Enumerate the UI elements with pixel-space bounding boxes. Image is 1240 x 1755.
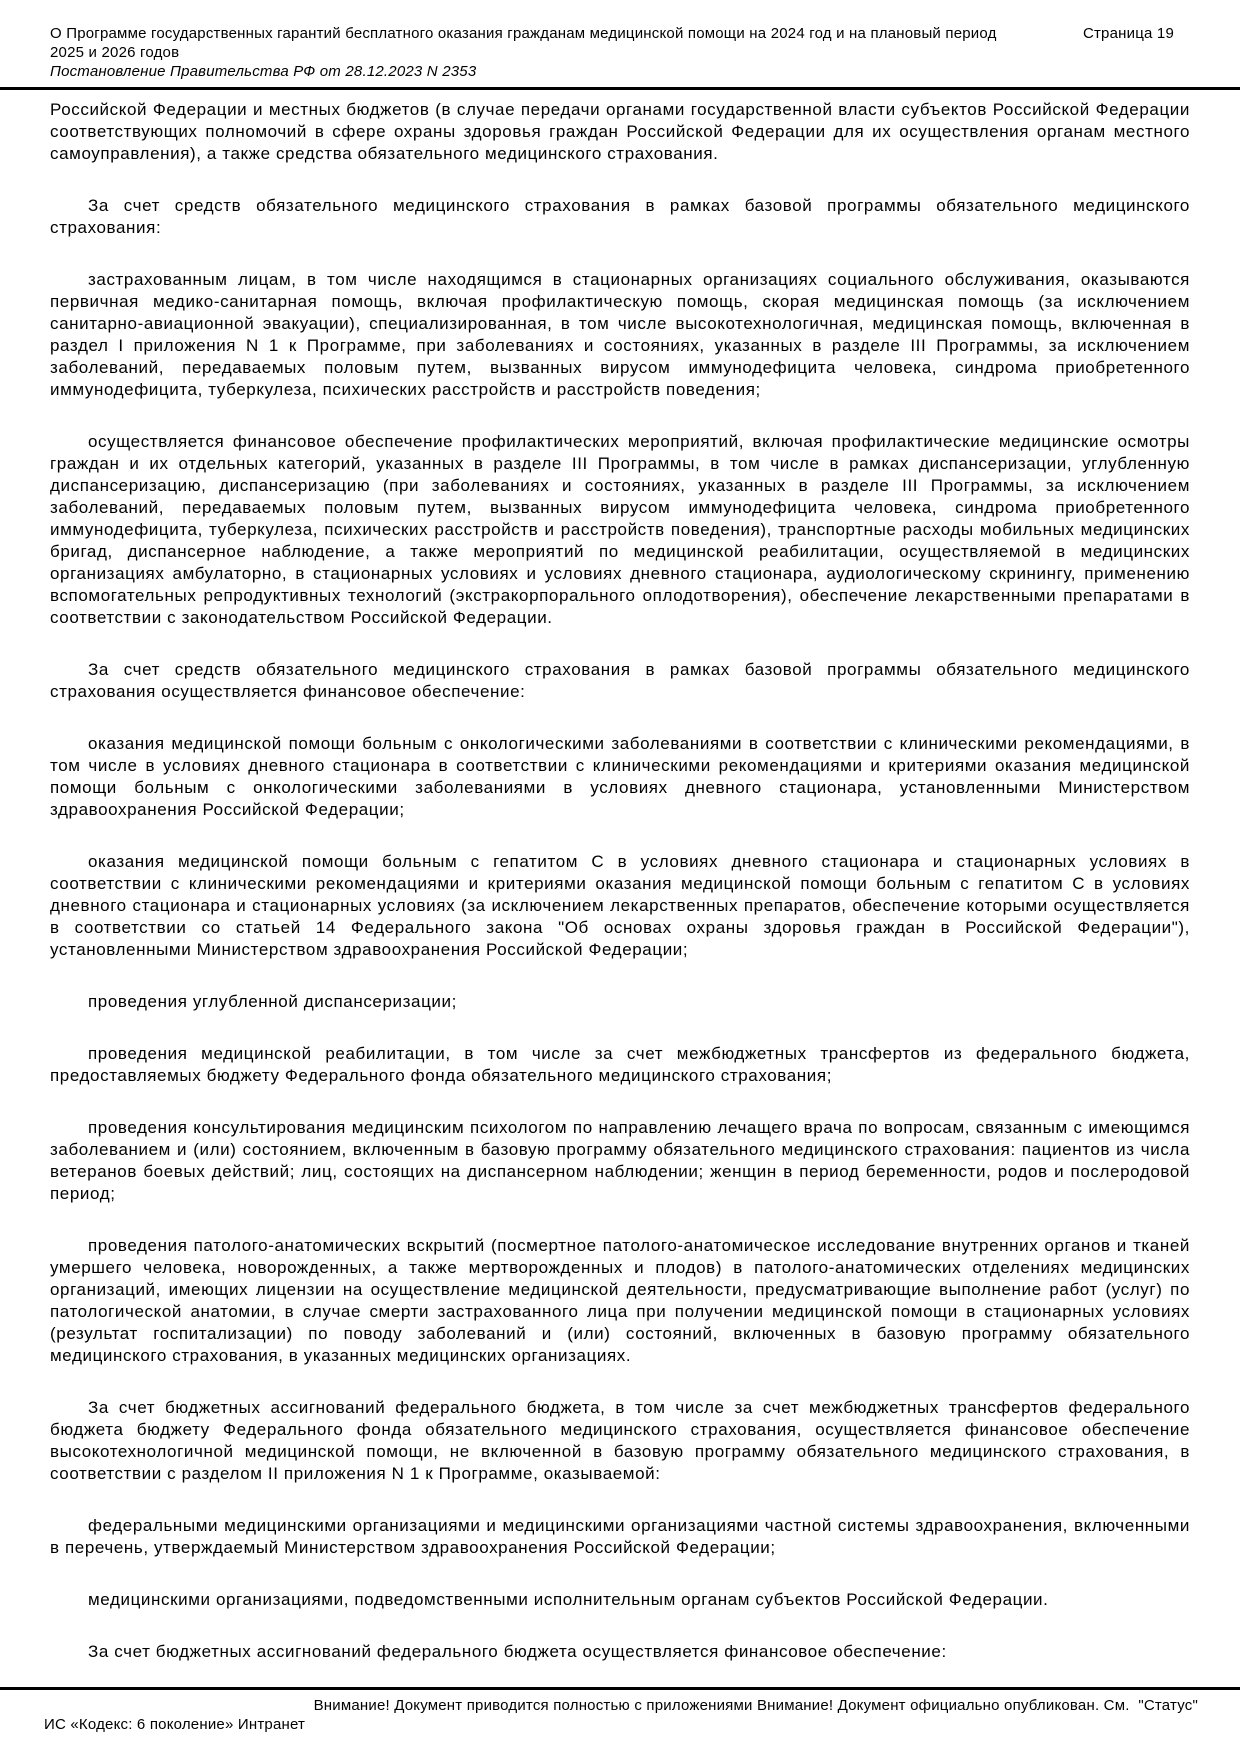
paragraph: проведения медицинской реабилитации, в том числе за счет межбюджетных трансфертов из федерального бюджета, предоставляемых бюджету Федерального фонда обязательного медицинского страхования; <box>50 1044 1190 1085</box>
page-footer <box>0 1687 1240 1734</box>
page-header <box>0 0 1240 81</box>
paragraph: проведения патолого-анатомических вскрытий (посмертное патолого-анатомическое исследование внутренних органов и тканей умершего человека, новорожденных, а также мертворожденных и плодов) в патолого-анатомических отделениях медицинских организаций, имеющих лицензии на осуществление медицинской деятельности, предусматривающие выполнение работ (услуг) по патологической анатомии, в случае смерти застрахованного лица при получении медицинской помощи в стационарных условиях (результат госпитализации) по поводу заболеваний и (или) состояний, включенных в базовую программу обязательного медицинского страхования, в указанных медицинских организациях. <box>50 1236 1190 1365</box>
document-subtitle: Постановление Правительства РФ от 28.12.2023 N 2353 <box>50 63 477 80</box>
paragraph: застрахованным лицам, в том числе находящимся в стационарных организациях социального обслуживания, оказываются первичная медико-санитарная помощь, включая профилактическую помощь, скорая медицинская помощь (за исключением санитарно-авиационной эвакуации), специализированная, в том числе высокотехнологичная, медицинская помощь, включенная в раздел I приложения N 1 к Программе, при заболеваниях и состояниях, указанных в разделе III Программы, за исключением заболеваний, передаваемых половым путем, вызванных вирусом иммунодефицита человека, синдрома приобретенного иммунодефицита, туберкулеза, психических расстройств и расстройств поведения; <box>50 270 1190 399</box>
paragraph: За счет бюджетных ассигнований федерального бюджета осуществляется финансовое обеспечение: <box>88 1642 947 1661</box>
paragraph: проведения консультирования медицинским психологом по направлению лечащего врача по вопросам, связанным с имеющимся заболеванием и (или) состоянием, включенным в базовую программу обязательного медицинского страхования: пациентов из числа ветеранов боевых действий; лиц, состоящих на диспансерном наблюдении; женщин в период беременности, родов и послеродовой период; <box>50 1118 1190 1203</box>
page-number: Страница 19 <box>1082 25 1174 42</box>
paragraph: За счет средств обязательного медицинского страхования в рамках базовой программы обязательного медицинского страхования осуществляется финансовое обеспечение: <box>50 660 1190 701</box>
document-title: О Программе государственных гарантий бесплатного оказания гражданам медицинской помощи на 2024 год и на плановый период 2025 и 2026 годов <box>50 25 997 61</box>
paragraph: осуществляется финансовое обеспечение профилактических мероприятий, включая профилактические медицинские осмотры граждан и их отдельных категорий, указанных в разделе III Программы, в том числе в рамках диспансеризации, углубленную диспансеризацию, диспансеризацию (при заболеваниях и состояниях, указанных в разделе III Программы, за исключением заболеваний, передаваемых половым путем, вызванных вирусом иммунодефицита человека, синдрома приобретенного иммунодефицита, туберкулеза, психических расстройств и расстройств поведения), транспортные расходы мобильных медицинских бригад, диспансерное наблюдение, а также мероприятий по медицинской реабилитации, осуществляемой в медицинских организациях амбулаторно, в стационарных условиях и условиях дневного стационара, аудиологическому скринингу, применению вспомогательных репродуктивных технологий (экстракорпорального оплодотворения), обеспечение лекарственными препаратами в соответствии с законодательством Российской Федерации. <box>50 432 1190 627</box>
paragraph: федеральными медицинскими организациями и медицинскими организациями частной системы здравоохранения, включенными в перечень, утверждаемый Министерством здравоохранения Российской Федерации; <box>50 1516 1190 1557</box>
paragraph: проведения углубленной диспансеризации; <box>88 992 457 1011</box>
header-row <box>50 24 1190 62</box>
paragraph: оказания медицинской помощи больным с онкологическими заболеваниями в соответствии с клиническими рекомендациями, в том числе в условиях дневного стационара в соответствии с клиническими рекомендациями и критериями оказания медицинской помощи больным с онкологическими заболеваниями в условиях дневного стационара, установленными Министерством здравоохранения Российской Федерации; <box>50 734 1190 819</box>
document-body <box>0 90 1240 1669</box>
paragraph: За счет средств обязательного медицинского страхования в рамках базовой программы обязательного медицинского страхования: <box>50 196 1190 237</box>
paragraph: Российской Федерации и местных бюджетов (в случае передачи органами государственной власти субъектов Российской Федерации соответствующих полномочий в сфере охраны здоровья граждан Российской Федерации для их осуществления органам местного самоуправления), а также средства обязательного медицинского страхования. <box>50 100 1190 163</box>
paragraph: оказания медицинской помощи больным с гепатитом C в условиях дневного стационара и стационарных условиях в соответствии с клиническими рекомендациями и критериями оказания медицинской помощи больным с гепатитом C в условиях дневного стационара и стационарных условиях (за исключением лекарственных препаратов, обеспечение которыми осуществляется в соответствии со статьей 14 Федерального закона "Об основах охраны здоровья граждан в Российской Федерации"), установленными Министерством здравоохранения Российской Федерации; <box>50 852 1190 959</box>
paragraph: За счет бюджетных ассигнований федерального бюджета, в том числе за счет межбюджетных трансфертов федерального бюджета бюджету Федерального фонда обязательного медицинского страхования, осуществляется финансовое обеспечение высокотехнологичной медицинской помощи, не включенной в базовую программу обязательного медицинского страхования, в соответствии с разделом II приложения N 1 к Программе, оказываемой: <box>50 1398 1190 1483</box>
footer-notice: Внимание! Документ приводится полностью с приложениями Внимание! Документ официально опубликован. См. "Статус" <box>313 1697 1198 1714</box>
paragraph: медицинскими организациями, подведомственными исполнительным органам субъектов Российской Федерации. <box>88 1590 1049 1609</box>
footer-source: ИС «Кодекс: 6 поколение» Интранет <box>44 1716 306 1733</box>
